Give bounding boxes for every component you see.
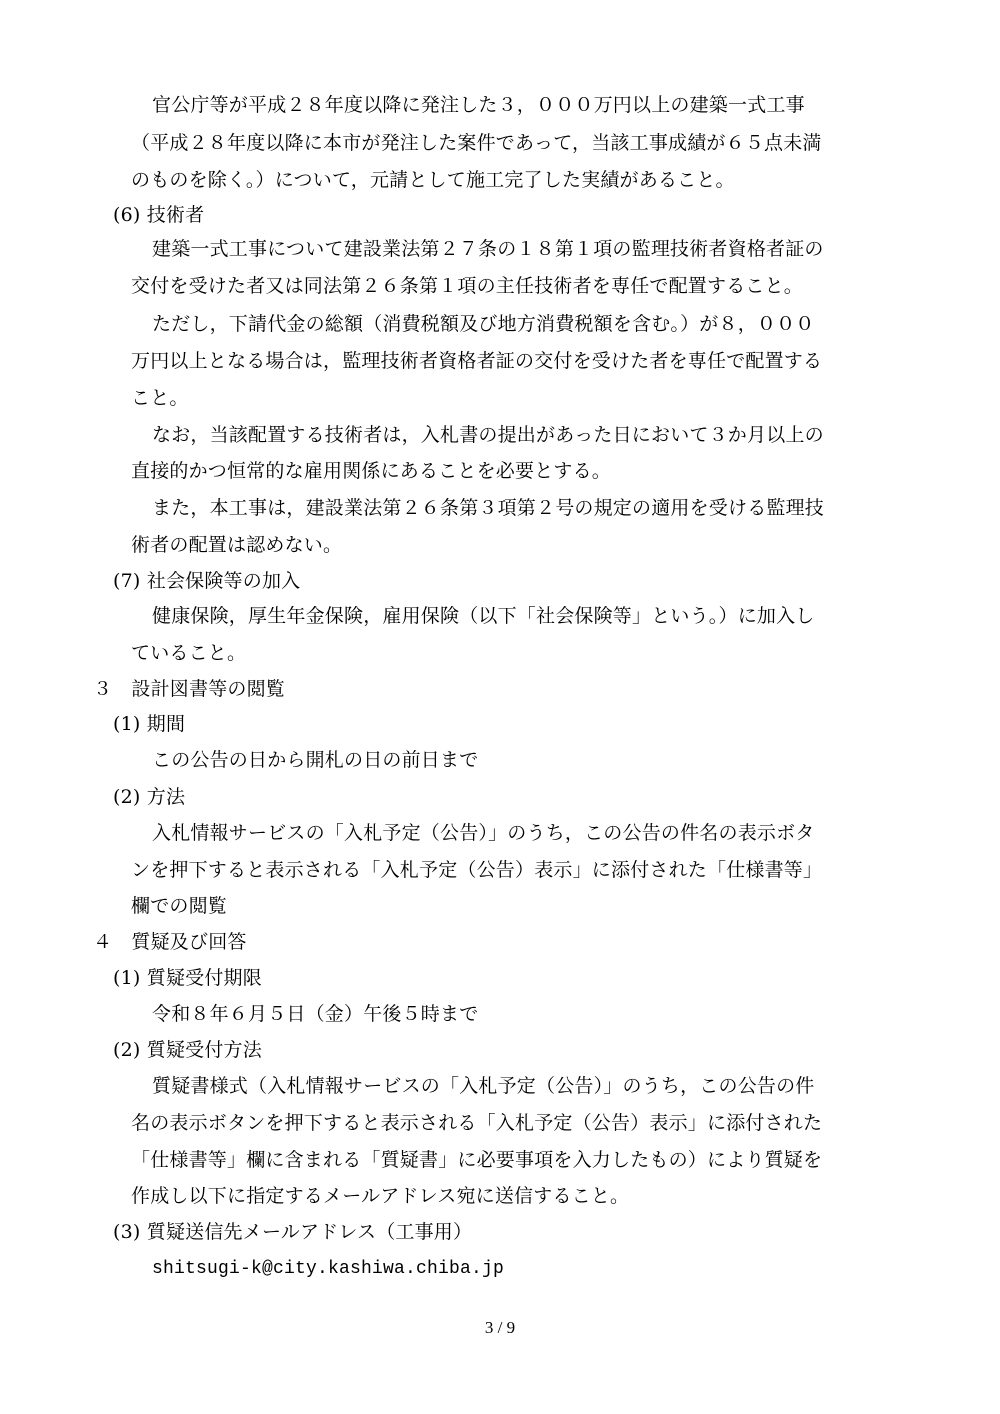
body-text-line: 官公庁等が平成２８年度以降に発注した３，０００万円以上の建築一式工事 bbox=[152, 94, 805, 116]
body-text-line: また，本工事は，建設業法第２６条第３項第２号の規定の適用を受ける監理技 bbox=[152, 497, 825, 519]
body-text-line: この公告の日から開札の日の前日まで bbox=[152, 749, 479, 771]
subsection-heading-method: (2) 方法 bbox=[113, 786, 186, 808]
body-text-line: ていること。 bbox=[131, 642, 247, 664]
body-text-line: なお，当該配置する技術者は，入札書の提出があった日において３か月以上の bbox=[152, 424, 824, 446]
body-text-line: こと。 bbox=[131, 387, 189, 409]
body-text-line: 万円以上となる場合は，監理技術者資格者証の交付を受けた者を専任で配置する bbox=[131, 350, 823, 372]
body-text-line: 術者の配置は認めない。 bbox=[131, 534, 343, 556]
body-text-line: ンを押下すると表示される「入札予定（公告）表示」に添付された「仕様書等」 bbox=[131, 859, 823, 881]
subsection-heading-insurance: (7) 社会保険等の加入 bbox=[113, 570, 301, 592]
section-heading-4: ４ 質疑及び回答 bbox=[93, 931, 247, 953]
email-address: shitsugi-k@city.kashiwa.chiba.jp bbox=[152, 1259, 505, 1279]
subsection-heading-period: (1) 期間 bbox=[113, 713, 186, 735]
subsection-heading-deadline: (1) 質疑受付期限 bbox=[113, 967, 262, 989]
body-text-line: 令和８年６月５日（金）午後５時まで bbox=[152, 1003, 479, 1025]
subsection-heading-question-method: (2) 質疑受付方法 bbox=[113, 1039, 262, 1061]
subsection-heading-email: (3) 質疑送信先メールアドレス（工事用） bbox=[113, 1221, 473, 1243]
subsection-heading-engineer: (6) 技術者 bbox=[113, 204, 205, 226]
body-text-line: 建築一式工事について建設業法第２７条の１８第１項の監理技術者資格者証の bbox=[152, 238, 824, 260]
page-number: 3 / 9 bbox=[484, 1318, 516, 1337]
body-text-line: のものを除く。）について，元請として施工完了した実績があること。 bbox=[131, 169, 735, 191]
body-text-line: 交付を受けた者又は同法第２６条第１項の主任技術者を専任で配置すること。 bbox=[131, 275, 804, 297]
body-text-line: 名の表示ボタンを押下すると表示される「入札予定（公告）表示」に添付された bbox=[131, 1112, 823, 1134]
body-text-line: 入札情報サービスの「入札予定（公告）」のうち，この公告の件名の表示ボタ bbox=[152, 822, 815, 844]
body-text-line: 「仕様書等」欄に含まれる「質疑書」に必要事項を入力したもの）により質疑を bbox=[131, 1149, 823, 1171]
body-text-line: 直接的かつ恒常的な雇用関係にあることを必要とする。 bbox=[131, 460, 612, 482]
body-text-line: 質疑書様式（入札情報サービスの「入札予定（公告）」のうち，この公告の件 bbox=[152, 1075, 815, 1097]
body-text-line: 作成し以下に指定するメールアドレス宛に送信すること。 bbox=[131, 1185, 630, 1207]
body-text-line: （平成２８年度以降に本市が発注した案件であって，当該工事成績が６５点未満 bbox=[131, 132, 822, 154]
body-text-line: 欄での閲覧 bbox=[131, 895, 228, 917]
section-heading-3: ３ 設計図書等の閲覧 bbox=[93, 678, 286, 700]
body-text-line: ただし，下請代金の総額（消費税額及び地方消費税額を含む。）が８，０００ bbox=[152, 313, 815, 335]
body-text-line: 健康保険，厚生年金保険，雇用保険（以下「社会保険等」という。）に加入し bbox=[152, 605, 815, 627]
